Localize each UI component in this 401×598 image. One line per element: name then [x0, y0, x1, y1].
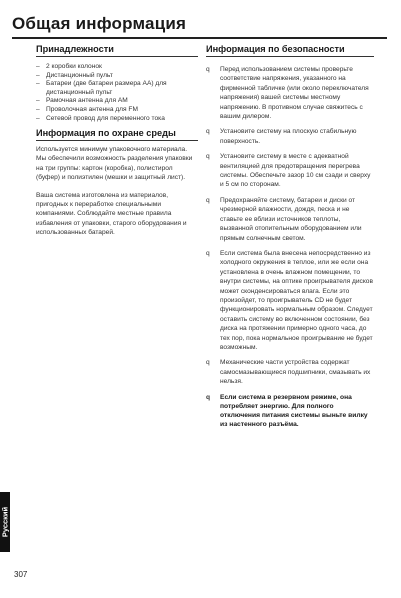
bullet-marker: q — [206, 393, 211, 401]
bullet-marker: q — [206, 153, 210, 161]
list-item — [206, 127, 374, 146]
list-item: – Проволочная антенна для FM — [36, 106, 198, 115]
accessories-heading: Принадлежности — [36, 44, 198, 57]
bullet-marker: q — [206, 249, 210, 257]
right-column — [206, 44, 374, 435]
environment-paragraph: Используется минимум упаковочного материала. Мы обеспечили возможность разделения упаковки на три группы: картон (коробка), полистирол (буфер) и полиэтилен (мешки и защитный лист). — [36, 146, 193, 181]
bullet-marker: q — [206, 128, 210, 136]
language-tab — [0, 492, 10, 552]
bullet-marker: q — [206, 359, 210, 367]
bullet-marker: q — [206, 66, 210, 73]
list-item: – Рамочная антенна для AM — [36, 97, 198, 106]
accessories-list — [36, 63, 198, 123]
list-item — [206, 152, 374, 190]
list-item-text: Если система в резервном режиме, она потребляет энергию. Для полного отключения питания системы выньте вилку из настенного разъёма. — [220, 393, 368, 428]
list-item: – Батареи (две батареи размера AA) для дистанционный пульт — [36, 80, 198, 97]
list-item — [206, 249, 374, 352]
list-item: – 2 коробки колонок — [36, 63, 198, 72]
page-number: 307 — [14, 570, 28, 579]
title-divider — [12, 37, 387, 39]
bullet-marker: q — [206, 196, 210, 204]
list-item: – Дистанционный пульт — [36, 72, 198, 81]
environment-paragraph: Ваша система изготовлена из материалов, пригодных к переработке специальными компаниями. Соблюдайте местные правила избавления от упаковки, старого оборудования и использованных батарей. — [36, 191, 187, 236]
safety-heading: Информация по безопасности — [206, 44, 374, 57]
language-tab-label: Русский — [0, 506, 10, 538]
list-item-text: Механические части устройства содержат самосмазывающиеся подшипники, смазывать их нельзя. — [220, 359, 371, 386]
page-title: Общая информация — [12, 14, 187, 33]
list-item-text: Установите систему в месте с адекватной вентиляцией для предотвращения перегрева системы. Обеспечьте зазор 10 см сзади и сверху и 5 см по сторонам. — [220, 153, 371, 189]
list-item — [206, 358, 374, 386]
list-item-text: Предохраняйте систему, батареи и диски от чрезмерной влажности, дождя, песка и не ставьте ее вблизи источников теплоты, вызванной отопительным оборудованием или прямым солнечным светом. — [220, 196, 362, 242]
environment-heading: Информация по охране среды — [36, 128, 198, 141]
list-item — [206, 196, 374, 243]
list-item-text: Если система была внесена непосредственно из холодного окружения в теплое, или же если она установлена в очень влажном помещении, то внутри системы, на оптике проигрывателя дисков может сконденсироваться влага. Если это произойдет, то проигрыватель CD не будет функционировать нормальным образом. Следует оставить систему во включенном состоянии, без диска на протяжении примерно одного часа, до тех пор, пока нормальное проигрывание не будет возможным. — [220, 249, 373, 351]
safety-list — [206, 65, 374, 429]
list-item: – Сетевой провод для переменного тока — [36, 115, 198, 124]
list-item — [206, 65, 374, 121]
left-column — [36, 44, 198, 237]
list-item-warning — [206, 393, 374, 429]
list-item-text: Перед использованием системы проверьте соответствие напряжения, указанного на фирменной табличке (или около переключателя напряжения) вашей системы местному напряжению. В противном случае свяжитесь с вашим дилером. — [220, 66, 369, 121]
list-item-text: Установите систему на плоскую стабильную поверхность. — [220, 128, 357, 145]
